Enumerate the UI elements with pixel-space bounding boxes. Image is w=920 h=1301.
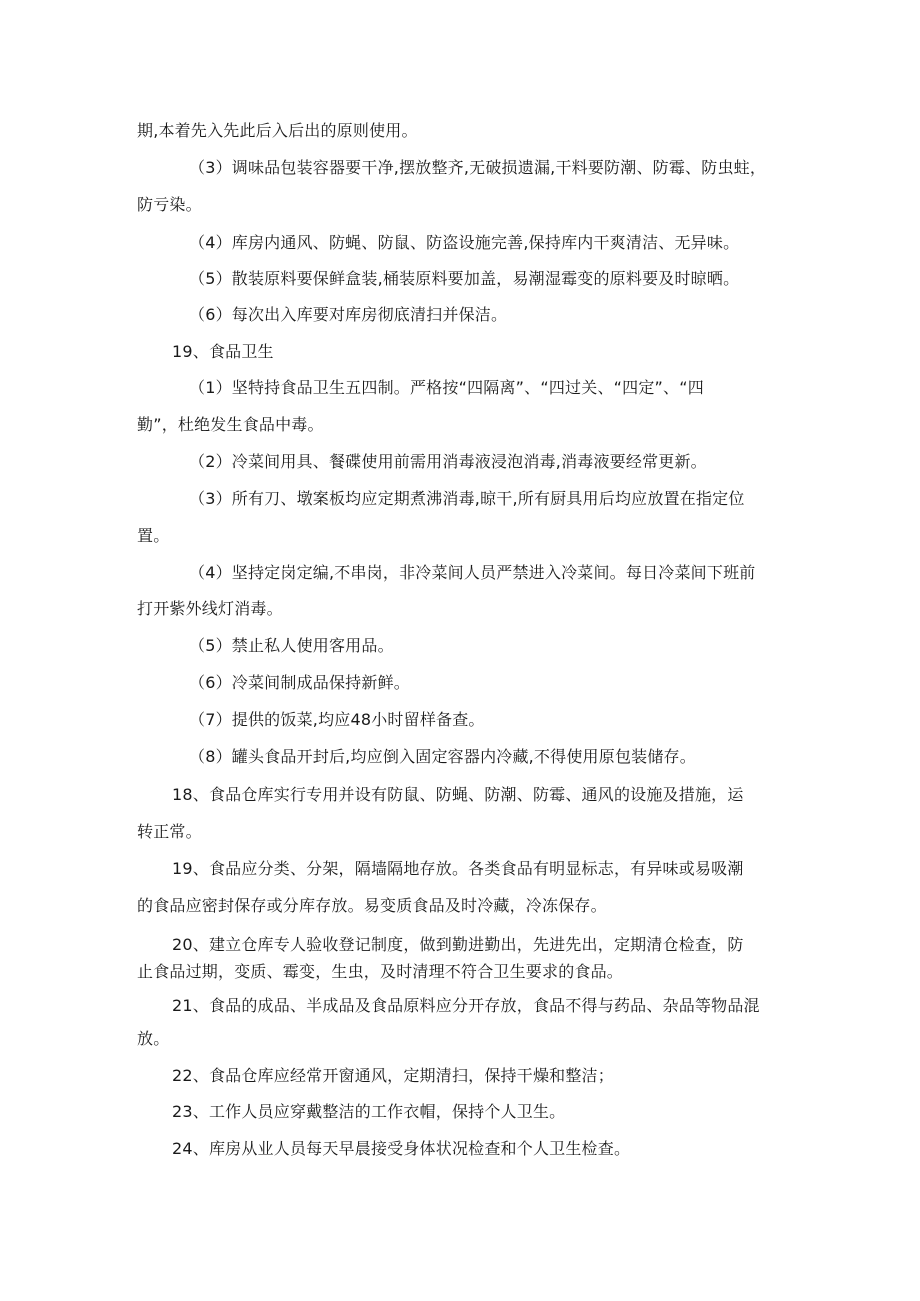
numbered-item-22: 22、食品仓库应经常开窗通风，定期清扫，保持干燥和整洁； — [172, 1066, 614, 1085]
section-hygiene-title: 19、食品卫生 — [172, 342, 274, 361]
hygiene-item-4-cont: 打开紫外线灯消毒。 — [137, 599, 283, 618]
numbered-item-18: 18、食品仓库实行专用并设有防鼠、防蝇、防潮、防霉、通风的设施及措施，运 — [172, 785, 744, 804]
intro-continuation: 期,本着先入先此后入后出的原则使用。 — [137, 121, 418, 140]
hygiene-item-8: （8）罐头食品开封后,均应倒入固定容器内冷藏,不得使用原包装储存。 — [189, 747, 696, 766]
storage-item-3: （3）调味品包装容器要干净,摆放整齐,无破损遗漏,干料要防潮、防霉、防虫蛀， — [189, 158, 767, 177]
hygiene-item-6: （6）冷菜间制成品保持新鲜。 — [189, 673, 410, 692]
numbered-item-20: 20、建立仓库专人验收登记制度，做到勤进勤出，先进先出，定期清仓检查，防 — [172, 935, 744, 954]
numbered-item-21-cont: 放。 — [137, 1029, 170, 1048]
numbered-item-24: 24、库房从业人员每天早晨接受身体状况检查和个人卫生检查。 — [172, 1139, 631, 1158]
storage-item-5: （5）散装原料要保鲜盒装,桶装原料要加盖，易潮湿霉变的原料要及时晾晒。 — [189, 269, 740, 288]
hygiene-item-4: （4）坚持定岗定编,不串岗，非冷菜间人员严禁进入冷菜间。每日冷菜间下班前 — [189, 563, 756, 582]
numbered-item-20-cont: 止食品过期，变质、霉变，生虫，及时清理不符合卫生要求的食品。 — [137, 962, 624, 981]
numbered-item-19: 19、食品应分类、分架，隔墙隔地存放。各类食品有明显标志，有异味或易吸潮 — [172, 859, 744, 878]
hygiene-item-5: （5）禁止私人使用客用品。 — [189, 636, 394, 655]
storage-item-3-cont: 防亏染。 — [137, 195, 202, 214]
numbered-item-23: 23、工作人员应穿戴整洁的工作衣帽，保持个人卫生。 — [172, 1102, 566, 1121]
hygiene-item-1-cont: 勤”，杜绝发生食品中毒。 — [137, 415, 324, 434]
numbered-item-21: 21、食品的成品、半成品及食品原料应分开存放，食品不得与药品、杂品等物品混 — [172, 996, 760, 1015]
hygiene-item-7: （7）提供的饭菜,均应48小时留样备查。 — [189, 710, 485, 729]
hygiene-item-3-cont: 置。 — [137, 526, 170, 545]
numbered-item-19-cont: 的食品应密封保存或分库存放。易变质食品及时冷藏，冷冻保存。 — [137, 896, 607, 915]
hygiene-item-2: （2）冷菜间用具、餐碟使用前需用消毒液浸泡消毒,消毒液要经常更新。 — [189, 452, 707, 471]
storage-item-6: （6）每次出入库要对库房彻底清扫并保洁。 — [189, 305, 508, 324]
storage-item-4: （4）库房内通风、防蝇、防鼠、防盗设施完善,保持库内干爽清洁、无异味。 — [189, 233, 740, 252]
numbered-item-18-cont: 转正常。 — [137, 822, 202, 841]
hygiene-item-1: （1）坚特持食品卫生五四制。严格按“四隔离”、“四过关、“四定”、“四 — [189, 378, 704, 397]
hygiene-item-3: （3）所有刀、墩案板均应定期煮沸消毒,晾干,所有厨具用后均应放置在指定位 — [189, 489, 745, 508]
